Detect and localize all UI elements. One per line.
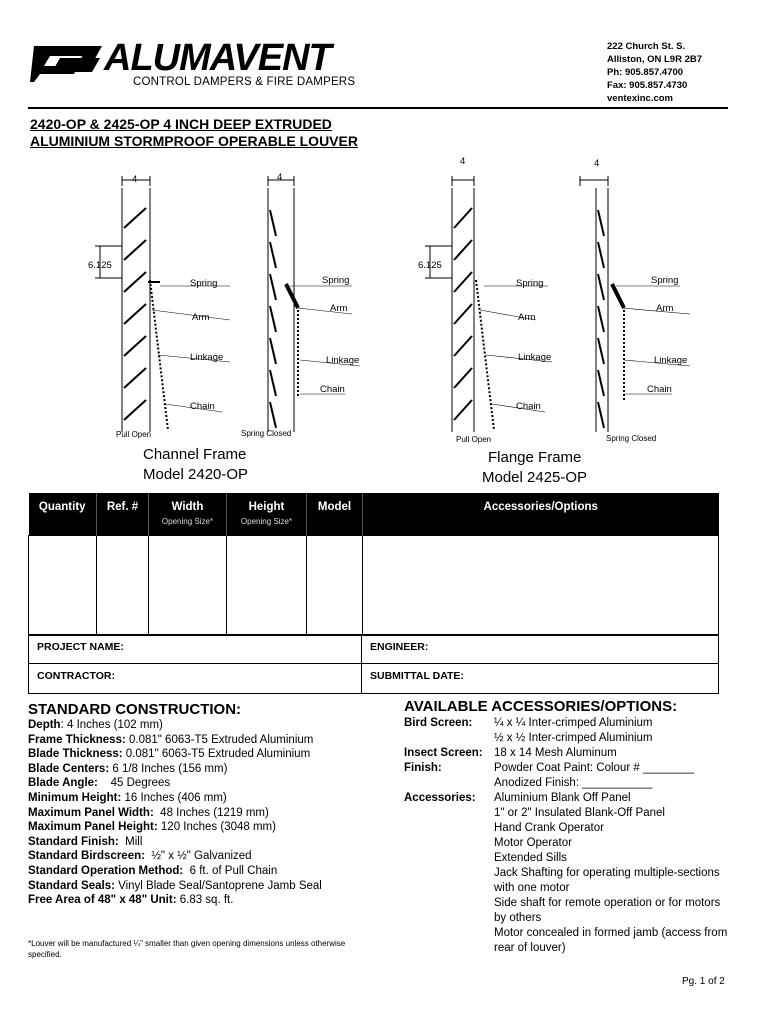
spec-label: Blade Centers: <box>28 762 110 775</box>
channel-frame-model: Model 2420-OP <box>143 466 249 483</box>
spacing-dim-1: 6.125 <box>88 260 112 271</box>
accessory-option: Jack Shafting for operating multiple-sections with one motor <box>494 867 720 894</box>
col-width <box>149 493 227 535</box>
label-chain-4: Chain <box>647 384 672 395</box>
spec-value: Vinyl Blade Seal/Santoprene Jamb Seal <box>114 879 322 892</box>
info-row-1 <box>28 634 719 664</box>
label-chain-3: Chain <box>516 401 541 412</box>
header-divider <box>28 107 728 109</box>
spec-value: : 4 Inches (102 mm) <box>60 719 163 731</box>
accessory-group-label: Insect Screen: <box>404 747 483 759</box>
label-spring-4: Spring <box>651 275 679 286</box>
label-linkage-2: Linkage <box>326 355 360 366</box>
accessory-option: Aluminium Blank Off Panel <box>494 792 631 804</box>
label-linkage-3: Linkage <box>518 352 552 363</box>
spec-value: 45 Degrees <box>97 777 171 790</box>
spec-label: Standard Operation Method: <box>28 864 184 877</box>
title-line-1: 2420-OP & 2425-OP 4 INCH DEEP EXTRUDED <box>30 116 332 132</box>
drawing-channel-open <box>95 176 168 432</box>
label-arm-4: Arm <box>656 303 674 314</box>
brand-tagline: CONTROL DAMPERS & FIRE DAMPERS <box>133 76 356 88</box>
label-pull-open-1: Pull Open <box>116 430 152 439</box>
label-chain-1: Chain <box>190 401 215 412</box>
drawing-flange-open <box>425 176 494 432</box>
label-chain-2: Chain <box>320 384 345 395</box>
spec-label: Frame Thickness: <box>28 733 126 746</box>
spec-item <box>28 835 322 850</box>
col-model: Model <box>307 493 363 535</box>
drawing-flange-closed <box>580 176 624 432</box>
label-arm-1: Arm <box>192 312 210 323</box>
project-name-field[interactable]: PROJECT NAME: <box>29 635 362 663</box>
label-arm-2: Arm <box>330 303 348 314</box>
spec-item <box>28 806 322 821</box>
spec-label: Depth <box>28 719 61 731</box>
spec-value: 0.081" 6063-T5 Extruded Aluminium <box>125 733 314 746</box>
submittal-date-field[interactable]: SUBMITTAL DATE: <box>370 670 464 682</box>
document-title <box>30 116 358 150</box>
cell-accessories[interactable] <box>363 535 719 635</box>
col-height <box>227 493 307 535</box>
standard-construction-title: STANDARD CONSTRUCTION: <box>28 701 242 718</box>
label-pull-open-2: Pull Open <box>456 435 492 444</box>
accessories-title: AVAILABLE ACCESSORIES/OPTIONS: <box>404 698 678 715</box>
accessory-option: Side shaft for remote operation or for motors by others <box>494 897 721 924</box>
accessory-group-label: Accessories: <box>404 792 476 804</box>
label-spring-2: Spring <box>322 275 350 286</box>
page-number: Pg. 1 of 2 <box>682 976 725 987</box>
cell-height[interactable] <box>227 535 307 635</box>
label-arm-3: Arm <box>518 312 536 323</box>
contact-phone: Ph: 905.857.4700 <box>607 67 684 78</box>
spec-item <box>28 747 322 762</box>
flange-frame-caption <box>482 448 588 488</box>
order-table <box>28 493 719 636</box>
accessory-option: 1" or 2" Insulated Blank-Off Panel <box>494 807 665 819</box>
spec-label: Minimum Height: <box>28 791 122 804</box>
accessory-option: Hand Crank Operator <box>494 822 604 834</box>
channel-frame-caption <box>143 445 248 485</box>
accessory-option: Motor concealed in formed jamb (access from rear of louver) <box>494 927 728 954</box>
depth-dim-4: 4 <box>594 158 600 169</box>
spec-label: Standard Finish: <box>28 835 119 848</box>
accessory-option: Extended Sills <box>494 852 567 864</box>
spec-item <box>28 893 322 908</box>
project-info-grid <box>28 634 719 694</box>
cell-width[interactable] <box>149 535 227 635</box>
spec-item <box>28 849 322 864</box>
title-line-2: ALUMINIUM STORMPROOF OPERABLE LOUVER <box>30 133 358 149</box>
label-linkage-1: Linkage <box>190 352 224 363</box>
contact-fax: Fax: 905.857.4730 <box>607 80 688 91</box>
spec-value: 0.081" 6063-T5 Extruded Aluminium <box>122 748 311 761</box>
spec-label: Maximum Panel Width: <box>28 806 154 819</box>
spec-value: Mill <box>118 835 143 848</box>
spec-label: Standard Seals: <box>28 879 115 892</box>
spec-label: Free Area of 48" x 48" Unit: <box>28 894 177 907</box>
label-spring-1: Spring <box>190 278 218 289</box>
standard-construction-list <box>28 718 322 908</box>
spec-item <box>28 864 322 879</box>
spec-value: 6 1/8 Inches (156 mm) <box>109 762 228 775</box>
spec-value: 16 Inches (406 mm) <box>121 791 227 804</box>
spec-value: 48 Inches (1219 mm) <box>153 806 269 819</box>
spec-label: Standard Birdscreen: <box>28 850 145 863</box>
spacing-dim-2: 6.125 <box>418 260 442 271</box>
label-spring-3: Spring <box>516 278 544 289</box>
contractor-field[interactable]: CONTRACTOR: <box>29 664 362 693</box>
table-row[interactable] <box>29 535 719 635</box>
contact-block <box>607 40 702 105</box>
col-width-sub: Opening Size* <box>161 517 214 526</box>
spec-label: Blade Thickness: <box>28 748 123 761</box>
accessory-group-label: Finish: <box>404 762 442 774</box>
flange-frame-model: Model 2425-OP <box>482 469 588 486</box>
spec-item <box>28 718 322 733</box>
spec-label: Maximum Panel Height: <box>28 821 158 834</box>
accessory-group-values <box>494 791 734 956</box>
accessory-group <box>404 716 734 746</box>
accessory-option: Anodized Finish: ___________ <box>494 777 653 789</box>
info-row-2 <box>28 664 719 694</box>
accessory-group-values <box>494 716 734 746</box>
spec-item <box>28 733 322 748</box>
cell-quantity[interactable] <box>29 535 97 635</box>
accessory-group-label: Bird Screen: <box>404 717 473 729</box>
footnote: *Louver will be manufactured ¼" smaller than given opening dimensions unless otherwise specified. <box>28 939 346 959</box>
spec-item <box>28 879 322 894</box>
contact-address-1: 222 Church St. S. <box>607 41 686 52</box>
flange-frame-name: Flange Frame <box>488 449 582 466</box>
accessory-option: Motor Operator <box>494 837 572 849</box>
spec-item <box>28 776 322 791</box>
cell-ref[interactable] <box>97 535 149 635</box>
accessories-list <box>404 716 734 956</box>
accessory-option: 18 x 14 Mesh Aluminum <box>494 747 617 759</box>
accessory-option: ¼ x ¼ Inter-crimped Aluminium <box>494 717 653 729</box>
col-width-label: Width <box>171 501 204 513</box>
louver-drawings <box>0 150 770 490</box>
accessory-group-values <box>494 761 734 791</box>
spec-value: ½" x ½" Galvanized <box>144 850 252 863</box>
col-height-label: Height <box>248 501 285 513</box>
accessory-group <box>404 746 734 761</box>
depth-dim-1: 4 <box>132 174 138 185</box>
spec-item <box>28 791 322 806</box>
spec-value: 6.83 sq. ft. <box>176 894 234 907</box>
label-linkage-4: Linkage <box>654 355 688 366</box>
contact-website: ventexinc.com <box>607 93 673 104</box>
label-spring-closed-1: Spring Closed <box>241 429 292 438</box>
accessory-option: Powder Coat Paint: Colour # ________ <box>494 762 695 774</box>
spec-label: Blade Angle: <box>28 777 98 790</box>
col-quantity: Quantity <box>29 493 97 535</box>
accessory-option: ½ x ½ Inter-crimped Aluminium <box>494 732 653 744</box>
contact-address-2: Alliston, ON L9R 2B7 <box>607 54 703 65</box>
spec-value: 6 ft. of Pull Chain <box>183 864 278 877</box>
accessory-group-values <box>494 746 734 761</box>
drawing-channel-closed <box>268 176 298 432</box>
accessory-group <box>404 791 734 956</box>
col-ref: Ref. # <box>97 493 149 535</box>
spec-item <box>28 820 322 835</box>
accessory-group <box>404 761 734 791</box>
channel-frame-name: Channel Frame <box>143 446 247 463</box>
col-height-sub: Opening Size* <box>240 517 293 526</box>
label-spring-closed-2: Spring Closed <box>606 434 657 443</box>
spec-item <box>28 762 322 777</box>
cell-model[interactable] <box>307 535 363 635</box>
depth-dim-3: 4 <box>460 156 466 167</box>
depth-dim-2: 4 <box>277 172 283 183</box>
spec-value: 120 Inches (3048 mm) <box>157 821 276 834</box>
brand-name: ALUMAVENT <box>104 37 331 79</box>
engineer-field[interactable]: ENGINEER: <box>370 641 429 653</box>
col-accessories: Accessories/Options <box>363 493 719 535</box>
